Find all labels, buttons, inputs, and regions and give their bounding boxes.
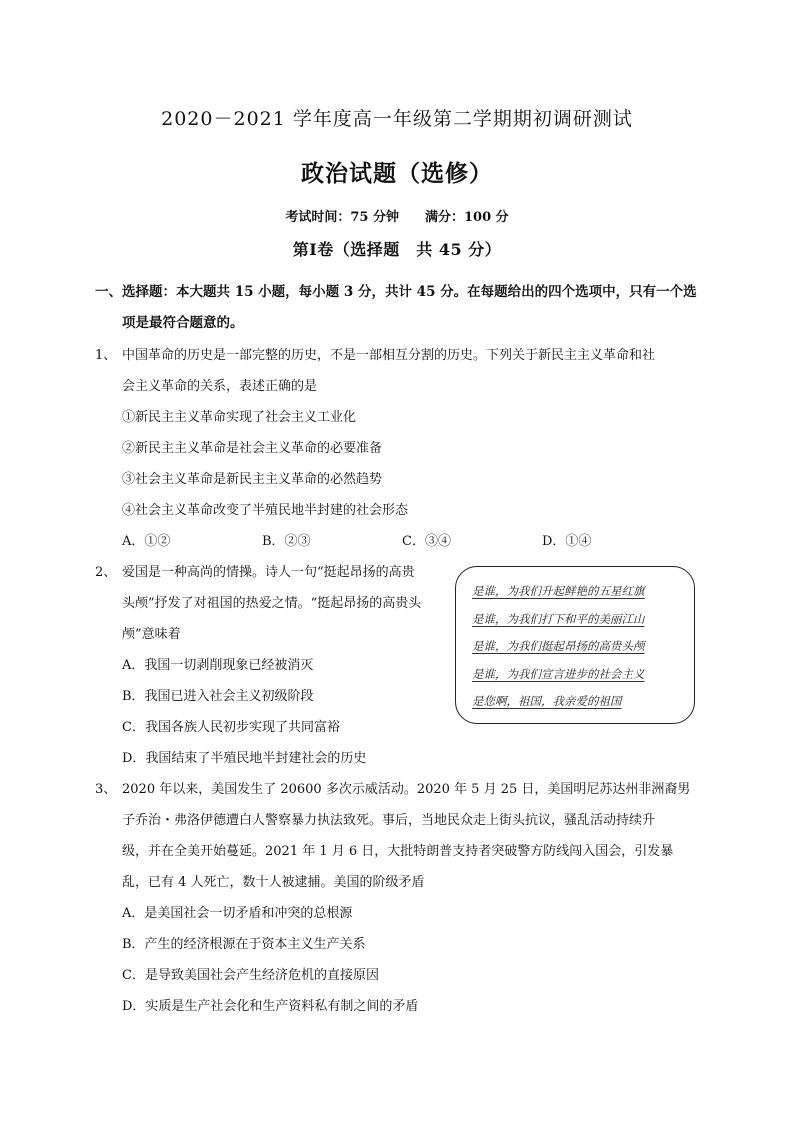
question-2-option-d[interactable]: D．我国结束了半殖民地半封建社会的历史 xyxy=(122,751,367,766)
question-3-option-b[interactable]: B．产生的经济根源在于资本主义生产关系 xyxy=(122,937,366,952)
poem-line: 是谁，为我们宣言进步的社会主义 xyxy=(472,666,645,681)
question-2-option-b[interactable]: B．我国已进入社会主义初级阶段 xyxy=(122,689,314,704)
question-1-item: ②新民主主义革命是社会主义革命的必要准备 xyxy=(122,441,383,456)
question-3-stem-cont: 子乔治・弗洛伊德遭白人警察暴力执法致死。事后，当地民众走上街头抗议，骚乱活动持续升 xyxy=(122,813,656,828)
question-1-item: ①新民主主义革命实现了社会主义工业化 xyxy=(122,410,357,425)
question-2-stem-cont: 颅”意味着 xyxy=(122,627,181,642)
question-1-item: ④社会主义革命改变了半殖民地半封建的社会形态 xyxy=(122,503,409,518)
question-2-option-c[interactable]: C．我国各族人民初步实现了共同富裕 xyxy=(122,720,340,735)
section-instruction-line1: 一、选择题：本大题共 15 小题，每小题 3 分，共计 45 分。在每题给出的四个选项中，只有一个选 xyxy=(95,284,697,300)
question-3-stem-cont: 级，并在全美开始蔓延。2021 年 1 月 6 日，大批特朗普支持者突破警方防线闯入国会，引发暴 xyxy=(122,844,674,859)
poem-box xyxy=(455,566,695,724)
poem-line: 是您啊，祖国，我亲爱的祖国 xyxy=(472,694,622,708)
question-1-stem: 中国革命的历史是一部完整的历史，不是一部相互分割的历史。下列关于新民主主义革命和社 xyxy=(122,348,656,363)
question-2-number: 2、 xyxy=(95,565,117,580)
question-3-number: 3、 xyxy=(95,782,117,797)
question-2-stem-cont: 头颅”抒发了对祖国的热爱之情。“挺起昂扬的高贵头 xyxy=(122,596,422,611)
volume-title: 第Ⅰ卷（选择题 共 45 分） xyxy=(292,240,502,259)
question-2-stem: 爱国是一种高尚的情操。诗人一句“挺起昂扬的高贵 xyxy=(122,565,415,580)
question-1-option-b[interactable]: B．②③ xyxy=(262,534,311,549)
question-1-option-d[interactable]: D．①④ xyxy=(542,534,592,549)
question-3-option-a[interactable]: A．是美国社会一切矛盾和冲突的总根源 xyxy=(122,906,353,921)
question-3-stem-cont: 乱，已有 4 人死亡，数十人被逮捕。美国的阶级矛盾 xyxy=(122,875,425,890)
poem-line: 是谁，为我们挺起昂扬的高贵头颅 xyxy=(472,639,645,653)
question-1-option-c[interactable]: C．③④ xyxy=(402,534,451,549)
question-1-number: 1、 xyxy=(95,348,117,363)
question-3-stem: 2020 年以来，美国发生了 20600 多次示威活动。2020 年 5 月 25 日，美国明尼苏达州非洲裔男 xyxy=(122,782,691,797)
subject-title: 政治试题（选修） xyxy=(301,160,493,187)
question-2-option-a[interactable]: A．我国一切剥削现象已经被消灭 xyxy=(122,658,314,673)
question-3-option-d[interactable]: D．实质是生产社会化和生产资料私有制之间的矛盾 xyxy=(122,999,419,1014)
section-instruction-line2: 项是最符合题意的。 xyxy=(122,315,244,331)
question-1-stem-cont: 会主义革命的关系，表述正确的是 xyxy=(122,379,318,394)
question-1-option-a[interactable]: A．①② xyxy=(122,534,171,549)
exam-title: 2020－2021 学年度高一年级第二学期期初调研测试 xyxy=(161,108,633,130)
poem-line: 是谁，为我们升起鲜艳的五星红旗 xyxy=(472,584,645,598)
exam-info: 考试时间：75 分钟 满分：100 分 xyxy=(285,210,509,225)
question-3-option-c[interactable]: C．是导致美国社会产生经济危机的直接原因 xyxy=(122,968,379,983)
question-1-item: ③社会主义革命是新民主主义革命的必然趋势 xyxy=(122,472,383,487)
poem-line: 是谁，为我们打下和平的美丽江山 xyxy=(472,611,645,626)
